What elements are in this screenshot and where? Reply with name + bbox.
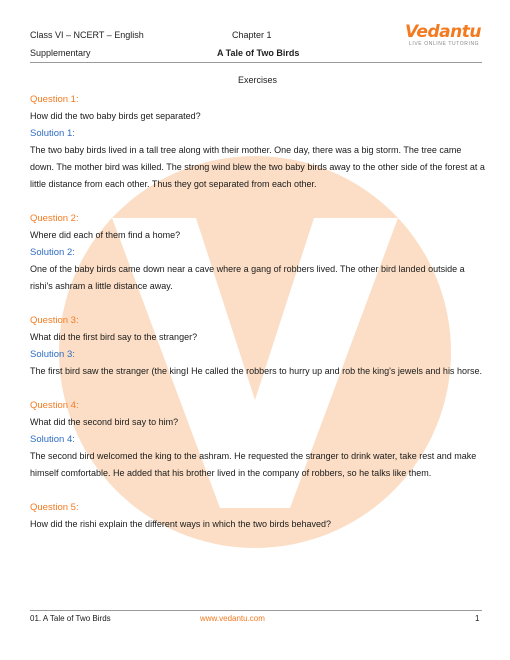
footer-website-link[interactable]: www.vedantu.com: [200, 614, 265, 623]
header-book: Supplementary: [30, 48, 91, 58]
qa-block-3: [30, 312, 485, 380]
question-label: Question 2:: [30, 213, 79, 224]
qa-block-2: [30, 210, 485, 295]
question-label: Question 4:: [30, 400, 79, 411]
logo-tagline: LIVE ONLINE TUTORING: [409, 41, 480, 47]
question-text: Where did each of them find a home?: [30, 230, 181, 240]
header-chapter: Chapter 1: [232, 30, 272, 40]
solution-label: Solution 3:: [30, 349, 75, 360]
header-chapter-title: A Tale of Two Birds: [217, 48, 300, 58]
exercise-content: [30, 72, 485, 550]
qa-block-5: [30, 499, 485, 533]
question-label: Question 1:: [30, 94, 79, 105]
solution-text: The first bird saw the stranger (the kingI He called the robbers to hurry up and rob the king's jewels and his horse.: [30, 366, 482, 376]
question-text: What did the first bird say to the stranger?: [30, 332, 198, 342]
header-class-subject: Class VI – NCERT – English: [30, 30, 144, 40]
question-text: How did the two baby birds get separated?: [30, 111, 201, 121]
qa-block-4: [30, 397, 485, 482]
page-number: 1: [475, 614, 480, 623]
vedantu-logo: [405, 24, 485, 50]
solution-label: Solution 2:: [30, 247, 75, 258]
footer-chapter: 01. A Tale of Two Birds: [30, 614, 111, 623]
solution-text: One of the baby birds came down near a cave where a gang of robbers lived. The other bird landed outside a rishi's ashram a little distance away.: [30, 264, 465, 291]
header-divider: [30, 62, 482, 63]
solution-label: Solution 1:: [30, 128, 75, 139]
question-label: Question 5:: [30, 502, 79, 513]
footer-divider: [30, 610, 482, 611]
qa-block-1: [30, 91, 485, 193]
question-text: How did the rishi explain the different ways in which the two birds behaved?: [30, 519, 332, 529]
question-label: Question 3:: [30, 315, 79, 326]
section-title: Exercises: [237, 75, 277, 85]
logo-wordmark: Vedantu: [405, 22, 481, 42]
solution-label: Solution 4:: [30, 434, 75, 445]
question-text: What did the second bird say to him?: [30, 417, 179, 427]
solution-text: The second bird welcomed the king to the ashram. He requested the stranger to drink water, take rest and make himself comfortable. He added that his brother lived in the company of robbers, so he talks like them.: [30, 451, 477, 478]
solution-text: The two baby birds lived in a tall tree along with their mother. One day, there was a big storm. The tree came down. The mother bird was killed. The strong wind blew the two baby birds away to the other side of the forest at a little distance from each other. Thus they got separated from each other.: [30, 145, 485, 189]
